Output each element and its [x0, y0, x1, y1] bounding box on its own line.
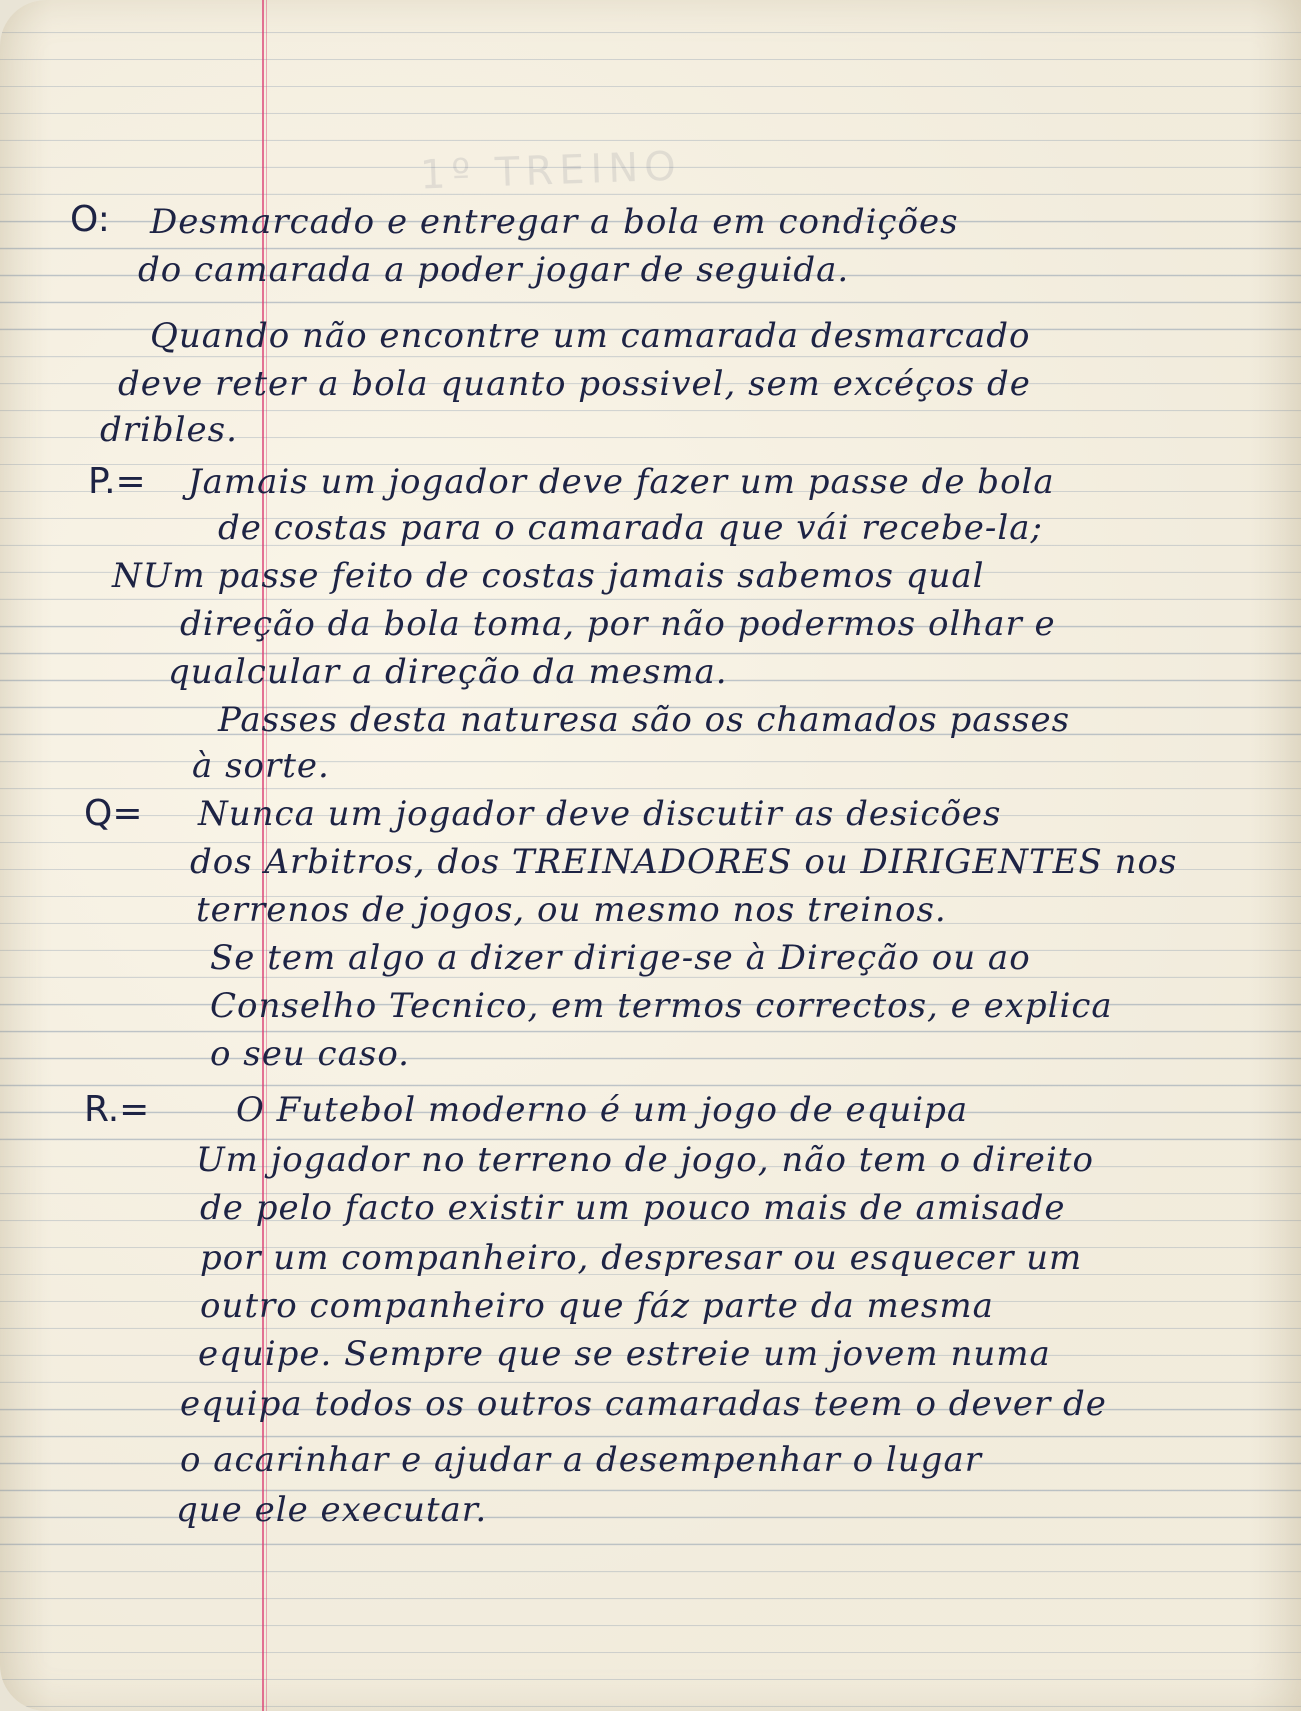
text-line: qualcular a direção da mesma.	[168, 652, 728, 692]
text-line: direção da bola toma, por não podermos olhar e	[180, 604, 1056, 644]
text-line: por um companheiro, despresar ou esquecer um	[200, 1238, 1083, 1278]
section-label-r: R.=	[84, 1089, 150, 1130]
text-line: de pelo facto existir um pouco mais de amisade	[200, 1188, 1066, 1228]
text-line: Desmarcado e entregar a bola em condições	[150, 202, 959, 242]
text-line: equipe. Sempre que se estreie um jovem numa	[198, 1334, 1051, 1374]
text-line: Jamais um jogador deve fazer um passe de bola	[188, 462, 1055, 502]
text-line: o seu caso.	[210, 1034, 410, 1074]
text-line: O Futebol moderno é um jogo de equipa	[236, 1090, 969, 1130]
text-line: dos Arbitros, dos TREINADORES ou DIRIGENTES nos	[190, 842, 1178, 882]
section-label-p: P.=	[88, 461, 146, 502]
text-line: o acarinhar e ajudar a desempenhar o lugar	[180, 1440, 982, 1480]
text-line: que ele executar.	[176, 1490, 488, 1530]
text-line: NUm passe feito de costas jamais sabemos qual	[112, 556, 985, 596]
text-line: Conselho Tecnico, em termos correctos, e explica	[210, 986, 1113, 1026]
text-line: terrenos de jogos, ou mesmo nos treinos.	[196, 890, 947, 930]
text-line: do camarada a poder jogar de seguida.	[138, 250, 850, 290]
text-line: à sorte.	[192, 746, 330, 786]
text-line: deve reter a bola quanto possivel, sem excéços de	[118, 364, 1031, 404]
text-line: outro companheiro que fáz parte da mesma	[200, 1286, 994, 1326]
text-line: Se tem algo a dizer dirige-se à Direção ou ao	[210, 938, 1031, 978]
text-line: Passes desta naturesa são os chamados passes	[218, 700, 1071, 740]
section-label-q: Q=	[84, 793, 143, 834]
text-line: Nunca um jogador deve discutir as desicões	[198, 794, 1002, 834]
text-line: Um jogador no terreno de jogo, não tem o direito	[196, 1140, 1094, 1180]
text-line: dribles.	[100, 410, 238, 450]
text-line: equipa todos os outros camaradas teem o dever de	[180, 1384, 1107, 1424]
bleed-through-text: 1º TREINO	[419, 143, 683, 199]
section-label-o: O:	[70, 199, 110, 240]
text-line: de costas para o camarada que vái recebe-la;	[218, 508, 1043, 548]
text-line: Quando não encontre um camarada desmarcado	[150, 316, 1031, 356]
